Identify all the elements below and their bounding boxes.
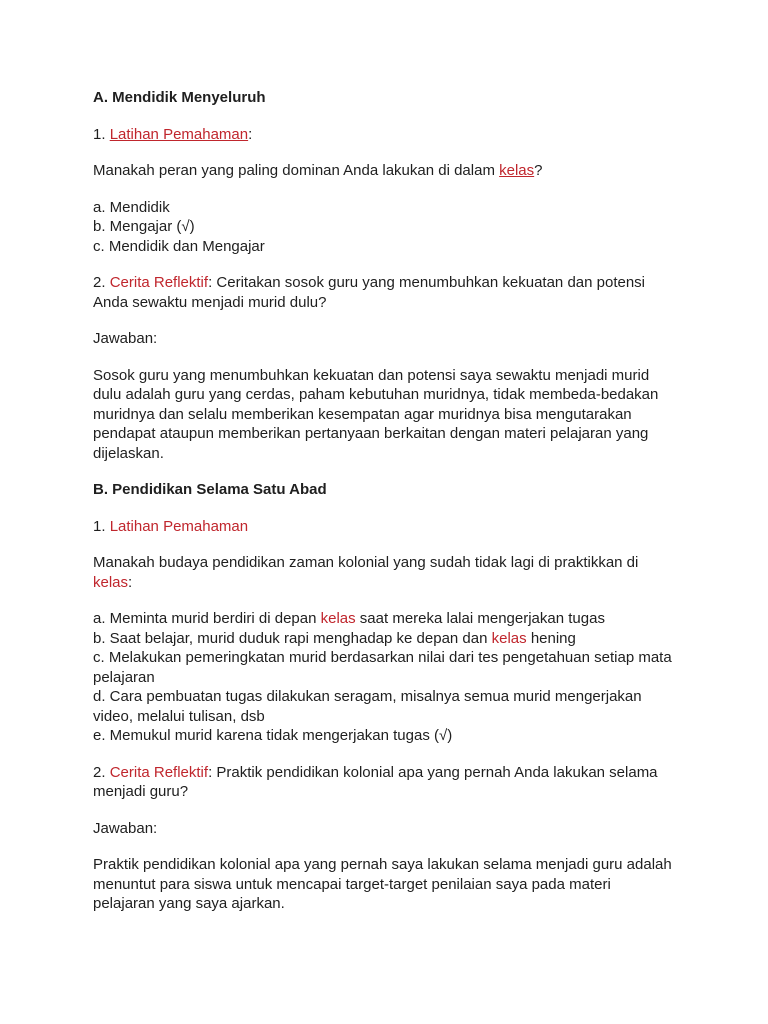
question-text: Manakah budaya pendidikan zaman kolonial yang sudah tidak lagi di praktikkan di [93, 554, 639, 571]
item2-text: : Ceritakan sosok guru yang menumbuhkan kekuatan dan potensi Anda sewaktu menjadi murid dulu? [93, 274, 646, 311]
section-a-item2 [93, 273, 675, 312]
option-c: c. Mendidik dan Mengajar [93, 237, 265, 255]
kelas-highlight: kelas [93, 573, 129, 591]
question-end: ? [534, 162, 543, 179]
item-number: 2. [93, 274, 110, 291]
item-number: 1. [93, 125, 110, 143]
section-b-question [93, 553, 675, 592]
kelas-highlight: kelas [320, 610, 356, 627]
kelas-link[interactable]: kelas [499, 162, 535, 179]
item-number: 2. [93, 763, 110, 781]
option-d: d. Cara pembuatan tugas dilakukan seragam, misalnya semua murid mengerjakan video, melalui tulisan, dsb [93, 688, 642, 725]
option-b: b. Mengajar (√) [93, 218, 195, 235]
option-a: a. Mendidik [93, 198, 170, 216]
latihan-pemahaman-link[interactable]: Latihan Pemahaman [109, 125, 249, 143]
latihan-pemahaman-label: Latihan Pemahaman [109, 517, 249, 535]
item-suffix: : [248, 125, 253, 143]
option-c: c. Melakukan pemeringkatan murid berdasarkan nilai dari tes pengetahuan setiap mata pelajaran [93, 649, 672, 686]
option-text: b. Saat belajar, murid duduk rapi menghadap ke depan dan [93, 629, 492, 647]
question-end: : [128, 573, 133, 591]
section-b-item1 [93, 517, 675, 537]
option-text-end: saat mereka lalai mengerjakan tugas [355, 610, 605, 627]
cerita-reflektif-label: Cerita Reflektif [109, 763, 209, 781]
section-a-item1 [93, 125, 675, 145]
answer-label: Jawaban: [93, 330, 158, 347]
section-b-heading: B. Pendidikan Selama Satu Abad [93, 481, 327, 498]
option-text: a. Meminta murid berdiri di depan [93, 610, 321, 627]
answer-label: Jawaban: [93, 819, 158, 837]
option-b [93, 629, 675, 649]
item-number: 1. [93, 517, 110, 535]
section-a-heading: A. Mendidik Menyeluruh [93, 89, 266, 106]
section-a-question [93, 161, 675, 181]
option-text-end: hening [526, 629, 576, 647]
kelas-highlight: kelas [491, 629, 527, 647]
option-e: e. Memukul murid karena tidak mengerjakan tugas (√) [93, 727, 453, 744]
cerita-reflektif-label: Cerita Reflektif [109, 274, 209, 291]
question-text: Manakah peran yang paling dominan Anda lakukan di dalam [93, 162, 500, 179]
option-a [93, 609, 675, 629]
item2-text: : Praktik pendidikan kolonial apa yang pernah Anda lakukan selama menjadi guru? [93, 763, 658, 800]
section-b-item2 [93, 763, 675, 802]
answer-paragraph: Sosok guru yang menumbuhkan kekuatan dan potensi saya sewaktu menjadi murid dulu adalah guru yang cerdas, paham kebutuhan muridnya, tidak membeda-bedakan muridnya dan selalu memberikan kesempatan agar muridnya bisa mengutarakan pendapat ataupun memberikan pertanyaan berkaitan dengan materi pelajaran yang dijelaskan. [93, 366, 659, 462]
answer-paragraph: Praktik pendidikan kolonial apa yang pernah saya lakukan selama menjadi guru adalah menuntut para siswa untuk mencapai target-target penilaian saya pada materi pelajaran yang saya ajarkan. [93, 856, 672, 912]
